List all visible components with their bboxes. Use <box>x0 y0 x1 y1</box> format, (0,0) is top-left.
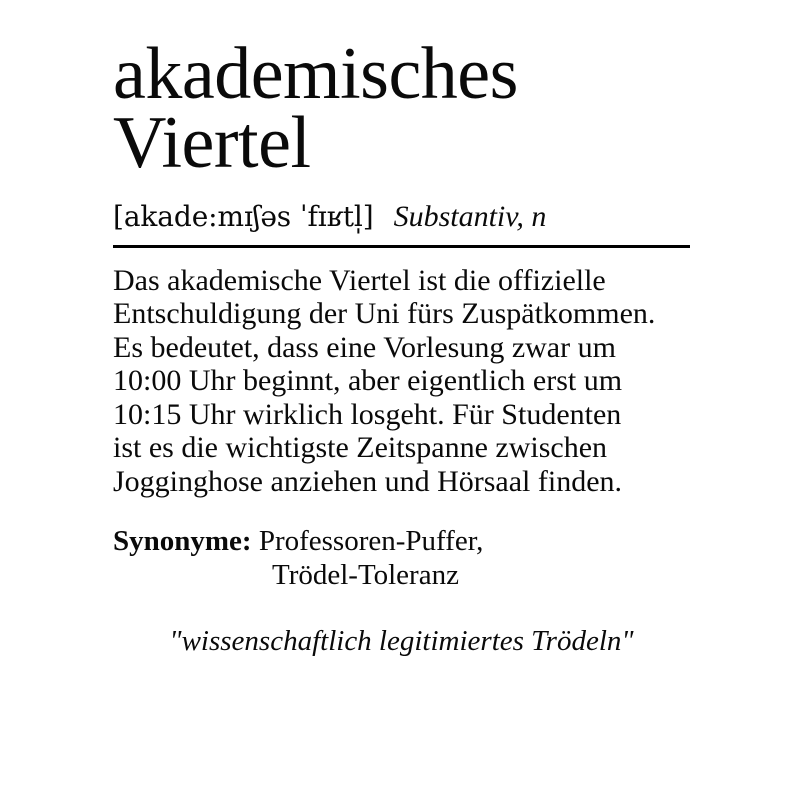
pronunciation-row <box>113 200 690 233</box>
synonym-item: Professoren-Puffer, <box>258 525 484 558</box>
part-of-speech: Substantiv, n <box>393 199 547 233</box>
divider-rule <box>113 245 690 248</box>
entry-content <box>113 33 690 659</box>
definition-line: 10:15 Uhr wirklich losgeht. Für Studenten <box>113 397 622 431</box>
definition-line: Es bedeutet, dass eine Vorlesung zwar um <box>113 330 616 364</box>
definition-line: 10:00 Uhr beginnt, aber eigentlich erst um <box>113 364 623 398</box>
definition-line: Das akademische Viertel ist die offizielle <box>113 263 606 297</box>
definition-line: Entschuldigung der Uni fürs Zuspätkommen. <box>113 297 656 331</box>
definition-line: Jogginghose anziehen und Hörsaal finden. <box>113 464 623 498</box>
definition-line: ist es die wichtigste Zeitspanne zwischen <box>113 431 608 465</box>
synonyms-section <box>113 524 690 592</box>
page-title <box>113 33 690 184</box>
synonyms-first-line <box>113 525 483 557</box>
definition-text <box>113 264 690 499</box>
ipa-transcription: [akade:mɪʃəs ˈfɪʁtl̩] <box>113 199 374 233</box>
closing-quote: "wissenschaftlich legitimiertes Trödeln" <box>169 625 634 658</box>
headword-line-1: akademisches <box>113 33 518 115</box>
synonym-item: Trödel-Toleranz <box>272 559 459 592</box>
headword-line-2: Viertel <box>113 101 311 184</box>
synonyms-label: Synonyme: <box>113 525 252 558</box>
